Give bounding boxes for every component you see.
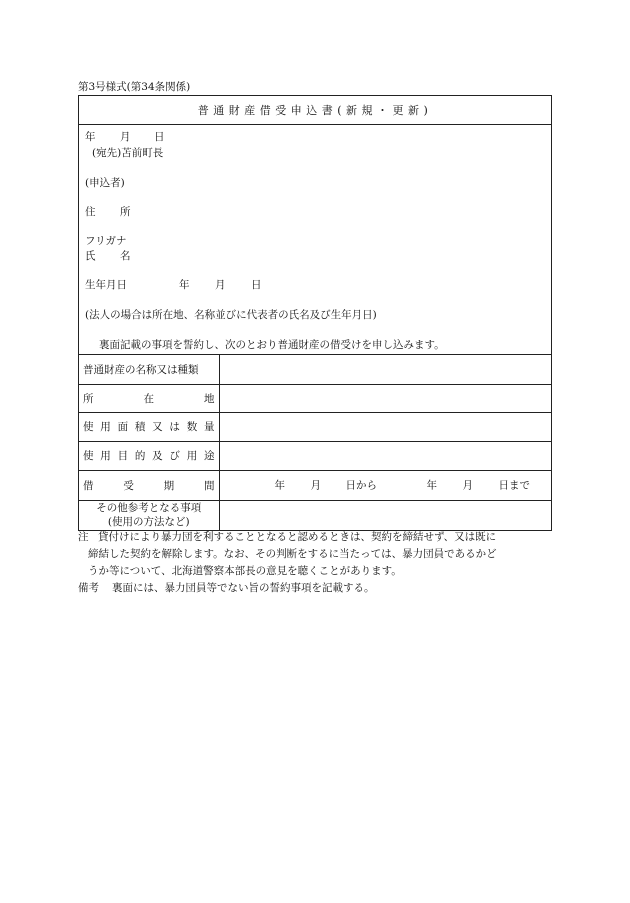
table-row xyxy=(79,384,551,412)
form-title: 普通財産借受申込書(新規・更新) xyxy=(79,96,551,125)
note-line-2: 締結した契約を解除します。なお、その判断をするに当たっては、暴力団員であるかど xyxy=(88,548,497,560)
table-row xyxy=(79,355,551,384)
property-name-text: 普通財産の名称又は種類 xyxy=(83,363,199,376)
purpose-label-char: 使 xyxy=(83,450,94,462)
period-label-char: 借 xyxy=(83,479,94,492)
area-label-char: 数 xyxy=(186,421,198,433)
table-row xyxy=(79,500,551,530)
furigana-label: フリガナ xyxy=(85,235,127,247)
remarks-row xyxy=(78,580,558,597)
location-label-char: 所 xyxy=(83,392,94,405)
corporate-note: (法人の場合は所在地、名称並びに代表者の氏名及び生年月日) xyxy=(85,309,377,321)
lease-period-field[interactable] xyxy=(219,470,551,500)
birth-date-label: 生年月日 xyxy=(85,279,127,291)
purpose-label-char: 目 xyxy=(117,450,129,462)
location-label-char: 地 xyxy=(204,392,215,405)
property-name-field[interactable] xyxy=(219,355,551,384)
date-year-label: 年 xyxy=(85,131,96,143)
area-label-char: 用 xyxy=(100,421,111,433)
notes-section xyxy=(78,529,558,597)
note-row xyxy=(78,529,558,546)
purpose-label xyxy=(79,441,219,470)
note-line-3: うか等について、北海道警察本部長の意見を聴くことがあります。 xyxy=(88,565,402,577)
purpose-label-char: 用 xyxy=(100,450,111,462)
period-to-day: 日まで xyxy=(498,479,530,492)
area-label-char: 使 xyxy=(83,421,94,433)
note-row xyxy=(78,546,558,563)
other-notes-label xyxy=(79,500,219,530)
application-form xyxy=(78,95,552,531)
purpose-label-char: 的 xyxy=(134,450,146,462)
date-day-label: 日 xyxy=(154,131,165,143)
note-row xyxy=(78,563,558,580)
area-label-char: 積 xyxy=(134,421,146,433)
purpose-label-char: 用 xyxy=(186,450,198,462)
period-from-day: 日から xyxy=(345,479,377,492)
lease-period-label xyxy=(79,470,219,500)
name-label-char-1: 氏 xyxy=(85,250,96,262)
purpose-label-char: 途 xyxy=(203,450,215,462)
table-row xyxy=(79,470,551,500)
date-month-label: 月 xyxy=(120,131,131,143)
area-label-char: 面 xyxy=(117,421,129,433)
birth-year-label: 年 xyxy=(179,279,190,291)
addressee: (宛先)苫前町長 xyxy=(92,147,164,159)
period-label-char: 期 xyxy=(163,479,175,492)
location-label xyxy=(79,384,219,412)
area-label-char: 又 xyxy=(152,421,163,433)
table-row xyxy=(79,412,551,441)
application-items-table xyxy=(79,355,551,530)
period-label-char: 間 xyxy=(203,479,215,492)
address-label-char-2: 所 xyxy=(120,206,131,218)
remarks-text: 裏面には、暴力団員等でない旨の誓約事項を記載する。 xyxy=(112,582,375,594)
property-name-label xyxy=(79,355,219,384)
purpose-label-char: び xyxy=(169,450,180,462)
other-notes-line-2: (使用の方法など) xyxy=(107,516,190,529)
address-label-char-1: 住 xyxy=(85,206,96,218)
area-quantity-label xyxy=(79,412,219,441)
period-to-month: 月 xyxy=(462,479,473,492)
period-label-char: 受 xyxy=(123,479,134,492)
area-label-char: 量 xyxy=(203,421,215,433)
location-field[interactable] xyxy=(219,384,551,412)
pledge-statement: 裏面記載の事項を誓約し、次のとおり普通財産の借受けを申し込みます。 xyxy=(99,339,445,351)
form-number-label: 第3号様式(第34条関係) xyxy=(78,81,191,93)
applicant-section xyxy=(79,125,551,355)
note-mark: 注 xyxy=(78,531,89,543)
applicant-heading: (申込者) xyxy=(85,177,125,189)
remarks-mark: 備考 xyxy=(78,582,99,594)
period-from-month: 月 xyxy=(310,479,321,492)
period-from-year: 年 xyxy=(274,479,285,492)
birth-month-label: 月 xyxy=(215,279,226,291)
purpose-label-char: 及 xyxy=(152,450,163,462)
area-label-char: は xyxy=(169,421,180,433)
purpose-field[interactable] xyxy=(219,441,551,470)
other-notes-field[interactable] xyxy=(219,500,551,530)
period-to-year: 年 xyxy=(426,479,437,492)
area-quantity-field[interactable] xyxy=(219,412,551,441)
name-label-char-2: 名 xyxy=(120,250,131,262)
birth-day-label: 日 xyxy=(251,279,262,291)
table-row xyxy=(79,441,551,470)
other-notes-line-1: その他参考となる事項 xyxy=(96,502,202,515)
location-label-char: 在 xyxy=(143,392,154,405)
note-line-1: 貸付けにより暴力団を利することとなると認めるときは、契約を締結せず、又は既に xyxy=(98,531,497,543)
